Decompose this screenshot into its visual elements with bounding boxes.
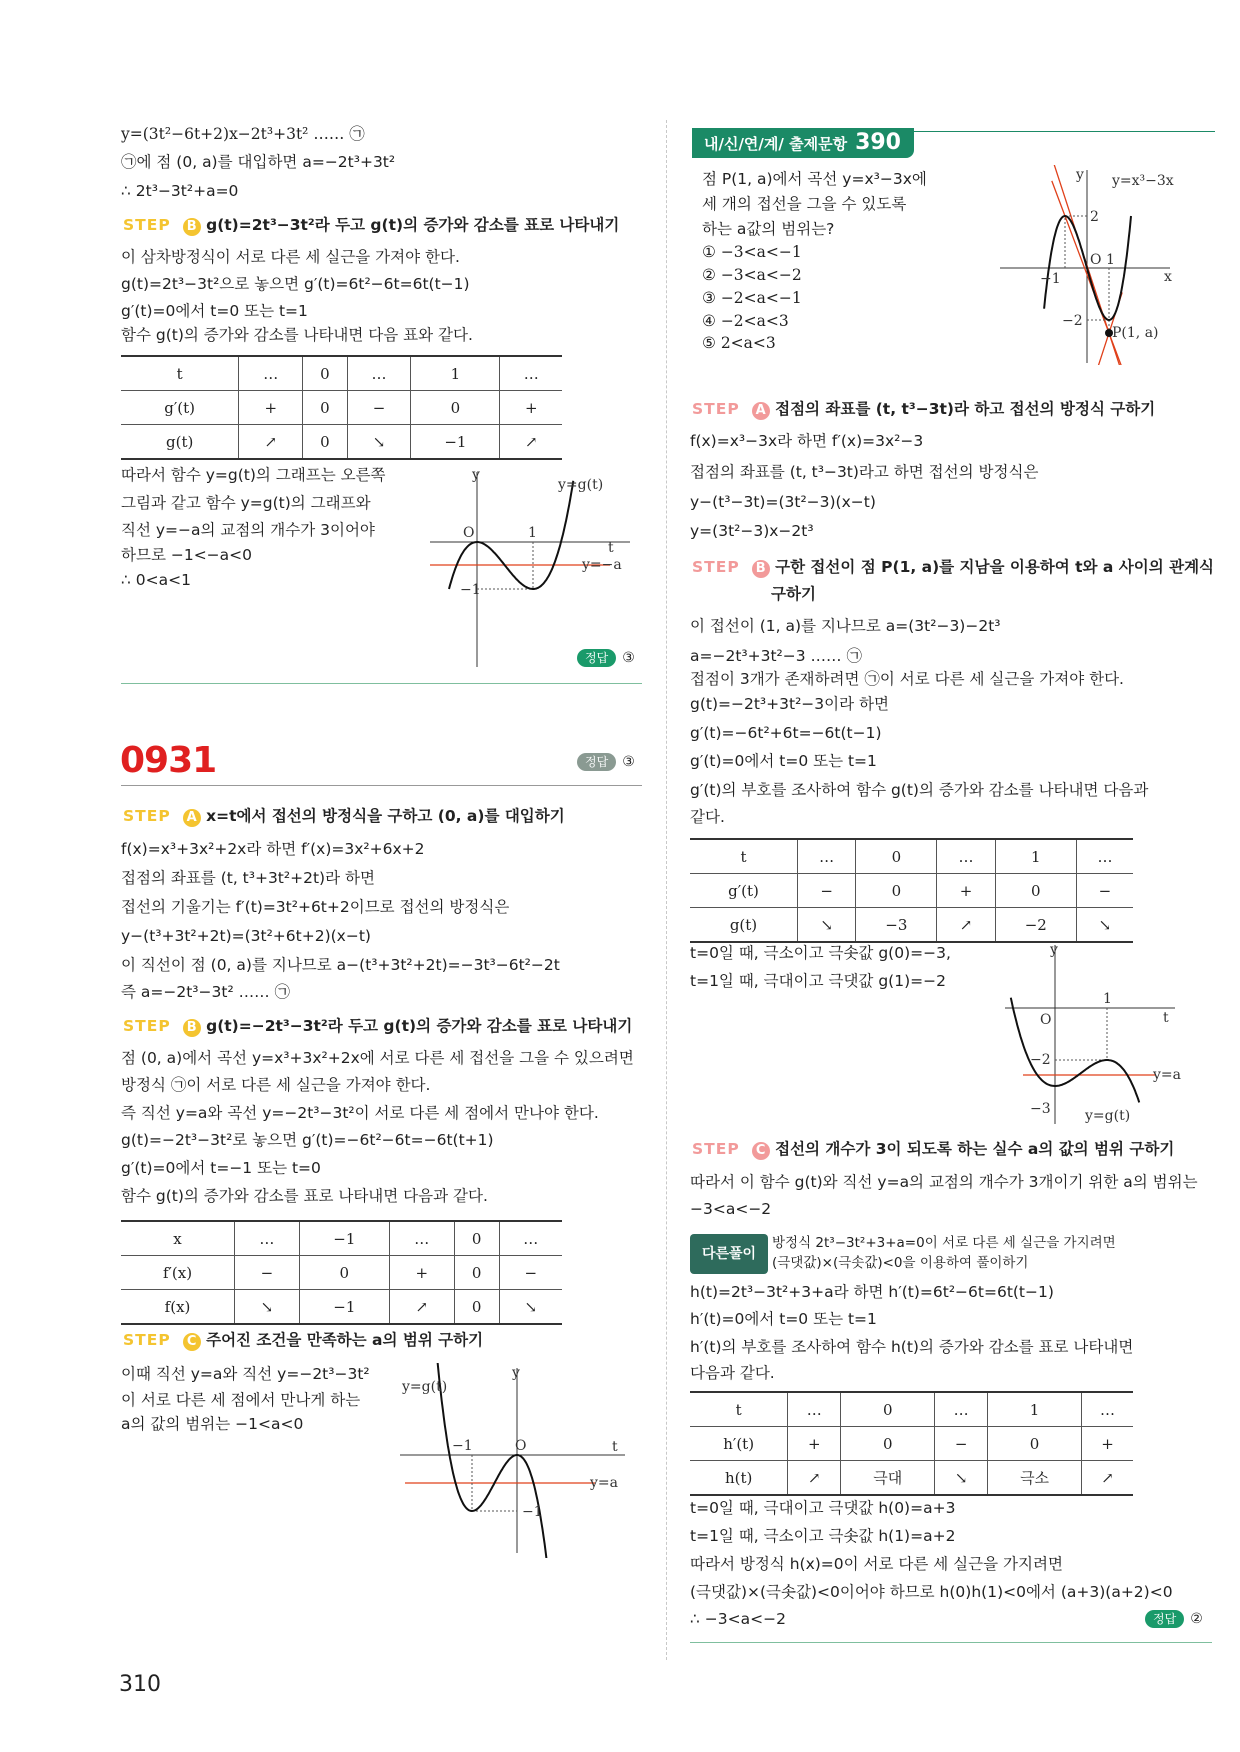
table-cell: … xyxy=(1082,1392,1133,1427)
row-header: h(t) xyxy=(690,1461,788,1496)
table-row xyxy=(690,1427,1133,1461)
text-line: g(t)=−2t³−3t²로 놓으면 g′(t)=−6t²−6t=−6t(t+1) xyxy=(121,1131,494,1149)
row-header: f(x) xyxy=(121,1290,235,1325)
row-header: g′(t) xyxy=(121,391,239,425)
table-cell: … xyxy=(937,839,995,874)
text-line: 함수 g(t)의 증가와 감소를 표로 나타내면 다음과 같다. xyxy=(121,1187,488,1205)
axis-label-y: y xyxy=(512,1365,520,1381)
text-line: t=0일 때, 극소이고 극솟값 g(0)=−3, xyxy=(690,944,951,962)
text-line: 이 직선이 점 (0, a)를 지나므로 a−(t³+3t²+2t)=−3t³−6t²−2t xyxy=(121,956,560,974)
table-cell: 0 xyxy=(411,391,500,425)
table-cell: … xyxy=(935,1392,988,1427)
table-cell: 극소 xyxy=(988,1461,1082,1496)
step-title: 접점의 좌표를 (t, t³−3t)라 하고 접선의 방정식 구하기 xyxy=(775,400,1156,418)
step-tag: STEP xyxy=(692,558,740,576)
choice-3[interactable]: ③ −2<a<−1 xyxy=(702,289,802,307)
curve-label: y=g(t) xyxy=(402,1379,448,1395)
tick-label: 1 xyxy=(1106,252,1115,268)
table-cell: ↗ xyxy=(389,1290,454,1325)
text-line: t=0일 때, 극대이고 극댓값 h(0)=a+3 xyxy=(690,1499,956,1517)
text-line: t=1일 때, 극대이고 극댓값 g(1)=−2 xyxy=(690,972,946,990)
table-cell: ↗ xyxy=(937,908,995,943)
step-letter-badge: A xyxy=(752,402,770,420)
curve xyxy=(1011,998,1139,1103)
step-a-heading xyxy=(123,805,565,827)
text-line: 같다. xyxy=(690,808,725,826)
variation-table xyxy=(690,838,1133,943)
section-divider xyxy=(690,1642,1212,1643)
table-row xyxy=(690,874,1133,908)
related-problem-badge xyxy=(692,128,914,158)
table-cell: − xyxy=(935,1427,988,1461)
table-cell: 0 xyxy=(841,1427,935,1461)
table-row xyxy=(121,1290,562,1325)
table-cell: 0 xyxy=(856,839,937,874)
text-line: 방정식 ㉠이 서로 다른 세 실근을 가져야 한다. xyxy=(121,1076,431,1094)
text-line: a=−2t³+3t²−3 …… ㉠ xyxy=(690,647,862,665)
text-line: h′(t)=0에서 t=0 또는 t=1 xyxy=(690,1310,877,1328)
text-line: f(x)=x³−3x라 하면 f′(x)=3x²−3 xyxy=(690,432,924,450)
row-header: t xyxy=(690,839,798,874)
table-cell: − xyxy=(798,874,856,908)
table-cell: + xyxy=(788,1427,841,1461)
answer-pill: 정답 xyxy=(1145,1610,1184,1628)
text-line: 따라서 이 함수 g(t)와 직선 y=a의 교점의 개수가 3개이기 위한 a의 범위는 xyxy=(690,1173,1198,1191)
curve-label: y=x³−3x xyxy=(1112,173,1174,189)
table-cell: 0 xyxy=(303,356,347,391)
step-letter-badge: A xyxy=(183,809,201,827)
text-line: 직선 y=−a의 교점의 개수가 3이어야 xyxy=(121,521,375,539)
row-header: t xyxy=(690,1392,788,1427)
text-line: ㉠에 점 (0, a)를 대입하면 a=−2t³+3t² xyxy=(121,153,396,171)
tick-label: −1 xyxy=(1040,271,1061,287)
tick-label: 1 xyxy=(528,525,537,541)
step-b-heading xyxy=(123,214,619,236)
table-cell: 0 xyxy=(995,874,1076,908)
text-line: 이 서로 다른 세 점에서 만나게 하는 xyxy=(121,1391,361,1409)
step-letter-badge: B xyxy=(752,560,770,578)
table-cell: −2 xyxy=(995,908,1076,943)
step-letter-badge: C xyxy=(752,1142,770,1160)
origin-label: O xyxy=(463,525,475,541)
step-title: g(t)=2t³−3t²라 두고 g(t)의 증가와 감소를 표로 나타내기 xyxy=(206,216,620,234)
text-line: 함수 g(t)의 증가와 감소를 나타내면 다음 표와 같다. xyxy=(121,326,473,344)
table-cell: … xyxy=(500,356,562,391)
row-header: f′(x) xyxy=(121,1256,235,1290)
text-line: 이 삼차방정식이 서로 다른 세 실근을 가져야 한다. xyxy=(121,248,460,266)
tick-label: −3 xyxy=(1030,1101,1051,1117)
table-cell: − xyxy=(1076,874,1133,908)
tick-label: −2 xyxy=(1030,1052,1051,1068)
step-tag: STEP xyxy=(123,1331,171,1349)
table-cell: ↗ xyxy=(239,425,303,460)
answer-badge xyxy=(1145,1610,1203,1628)
table-cell: 1 xyxy=(411,356,500,391)
text-line: 접점이 3개가 존재하려면 ㉠이 서로 다른 세 실근을 가져야 한다. xyxy=(690,670,1124,688)
answer-value: ③ xyxy=(622,650,635,666)
table-row xyxy=(121,391,562,425)
choice-2[interactable]: ② −3<a<−2 xyxy=(702,266,802,284)
step-a-heading xyxy=(692,398,1155,420)
table-cell: −1 xyxy=(411,425,500,460)
text-line: g′(t)의 부호를 조사하여 함수 g(t)의 증가와 감소를 나타내면 다음과 xyxy=(690,781,1149,799)
text-line: 접점의 좌표를 (t, t³−3t)라고 하면 접선의 방정식은 xyxy=(690,463,1039,481)
text-line: (극댓값)×(극솟값)<0이어야 하므로 h(0)h(1)<0에서 (a+3)(a+2)<0 xyxy=(690,1583,1173,1601)
table-row xyxy=(121,356,562,391)
text-line: 따라서 방정식 h(x)=0이 서로 다른 세 실근을 가지려면 xyxy=(690,1555,1063,1573)
step-title: 주어진 조건을 만족하는 a의 범위 구하기 xyxy=(206,1331,484,1349)
step-b-heading xyxy=(692,556,1214,578)
step-c-heading xyxy=(692,1138,1174,1160)
table-cell: ↘ xyxy=(499,1290,562,1325)
problem-text: 하는 a값의 범위는? xyxy=(702,220,835,238)
text-line: 즉 직선 y=a와 곡선 y=−2t³−3t²이 서로 다른 세 점에서 만나야 한다. xyxy=(121,1104,599,1122)
table-cell: 0 xyxy=(454,1256,499,1290)
text-line: 다음과 같다. xyxy=(690,1364,775,1382)
origin-label: O xyxy=(515,1438,527,1454)
table-cell: 0 xyxy=(856,874,937,908)
curve-label: y=g(t) xyxy=(558,477,604,493)
table-cell: ↘ xyxy=(347,425,411,460)
choice-1[interactable]: ① −3<a<−1 xyxy=(702,243,802,261)
table-cell: … xyxy=(1076,839,1133,874)
row-header: g′(t) xyxy=(690,874,798,908)
answer-badge xyxy=(577,753,635,771)
step-tag: STEP xyxy=(692,1140,740,1158)
text-line: h′(t)의 부호를 조사하여 함수 h(t)의 증가와 감소를 표로 나타내면 xyxy=(690,1338,1134,1356)
table-row xyxy=(690,1461,1133,1496)
text-line: y−(t³−3t)=(3t²−3)(x−t) xyxy=(690,493,876,511)
step-letter-badge: B xyxy=(183,218,201,236)
text-line: t=1일 때, 극소이고 극솟값 h(1)=a+2 xyxy=(690,1527,956,1545)
line-label: y=a xyxy=(590,1475,618,1491)
text-line: 하므로 −1<−a<0 xyxy=(121,546,253,564)
step-c-heading xyxy=(123,1329,483,1351)
problem-text: 점 P(1, a)에서 곡선 y=x³−3x에 xyxy=(702,170,927,188)
text-line: −3<a<−2 xyxy=(690,1200,772,1218)
tick-label: 1 xyxy=(1103,991,1112,1007)
table-row xyxy=(121,1256,562,1290)
table-cell: … xyxy=(239,356,303,391)
table-cell: … xyxy=(235,1221,300,1256)
table-cell: … xyxy=(347,356,411,391)
step-title: g(t)=−2t³−3t²라 두고 g(t)의 증가와 감소를 표로 나타내기 xyxy=(206,1017,633,1035)
text-line: 이때 직선 y=a와 직선 y=−2t³−3t² xyxy=(121,1365,370,1383)
graph-g-t-3 xyxy=(1005,942,1205,1127)
column-divider xyxy=(666,120,667,1660)
origin-label: O xyxy=(1040,1012,1052,1028)
text-line: g′(t)=0에서 t=0 또는 t=1 xyxy=(121,302,308,320)
line-label: y=−a xyxy=(582,557,622,573)
line-label: y=a xyxy=(1153,1067,1181,1083)
equation-line: y=(3t²−6t+2)x−2t³+3t² …… ㉠ xyxy=(121,125,365,143)
point-label: P(1, a) xyxy=(1112,325,1159,341)
step-b-heading xyxy=(123,1015,632,1037)
table-cell: + xyxy=(1082,1427,1133,1461)
axis-label-t: t xyxy=(612,1439,618,1455)
title-underline xyxy=(121,785,642,786)
text-line: ∴ 0<a<1 xyxy=(121,571,191,589)
table-cell: … xyxy=(798,839,856,874)
axis-label-x: x xyxy=(1164,269,1172,285)
tick-label: 2 xyxy=(1090,209,1099,225)
row-header: x xyxy=(121,1221,235,1256)
row-header: t xyxy=(121,356,239,391)
table-cell: − xyxy=(235,1256,300,1290)
answer-pill: 정답 xyxy=(577,753,616,771)
origin-label: O xyxy=(1090,252,1102,268)
text-line: 이 접선이 (1, a)를 지나므로 a=(3t²−3)−2t³ xyxy=(690,617,1001,635)
text-line: 즉 a=−2t³−3t² …… ㉠ xyxy=(121,983,291,1001)
variation-table xyxy=(121,1220,562,1325)
tick-label: −1 xyxy=(452,1438,473,1454)
tick-label: −1 xyxy=(522,1504,543,1520)
step-title: 구한 접선이 점 P(1, a)를 지남을 이용하여 t와 a 사이의 관계식 xyxy=(775,558,1215,576)
table-cell: − xyxy=(499,1256,562,1290)
tick-label: −1 xyxy=(460,582,481,598)
table-cell: ↗ xyxy=(788,1461,841,1496)
answer-value: ② xyxy=(1190,1611,1203,1627)
axis-label-t: t xyxy=(1163,1010,1169,1026)
section-divider xyxy=(121,683,642,684)
table-cell: … xyxy=(788,1392,841,1427)
table-cell: 1 xyxy=(995,839,1076,874)
text-line: y=(3t²−3)x−2t³ xyxy=(690,522,814,540)
table-cell: 0 xyxy=(988,1427,1082,1461)
table-cell: ↘ xyxy=(235,1290,300,1325)
answer-badge xyxy=(577,649,635,667)
curve-label: y=g(t) xyxy=(1085,1108,1131,1124)
axis-label-t: t xyxy=(608,540,614,556)
alt-solution-badge: 다른풀이 xyxy=(690,1234,768,1274)
alt-desc: 방정식 2t³−3t²+3+a=0이 서로 다른 세 실근을 가지려면 xyxy=(772,1235,1116,1251)
curve xyxy=(429,1363,554,1558)
step-title-cont: 구하기 xyxy=(771,585,816,603)
step-letter-badge: B xyxy=(183,1019,201,1037)
table-cell: + xyxy=(239,391,303,425)
table-cell: ↘ xyxy=(935,1461,988,1496)
table-cell: − xyxy=(347,391,411,425)
text-line: g′(t)=0에서 t=−1 또는 t=0 xyxy=(121,1159,321,1177)
step-tag: STEP xyxy=(123,1017,171,1035)
table-cell: −1 xyxy=(299,1221,389,1256)
problem-text: 세 개의 접선을 그을 수 있도록 xyxy=(702,195,907,213)
table-row xyxy=(690,908,1133,943)
table-cell: 0 xyxy=(299,1256,389,1290)
answer-value: ③ xyxy=(622,754,635,770)
text-line: 따라서 함수 y=g(t)의 그래프는 오른쪽 xyxy=(121,466,386,484)
table-row xyxy=(121,1221,562,1256)
table-cell: + xyxy=(500,391,562,425)
table-cell: + xyxy=(937,874,995,908)
choice-5[interactable]: ⑤ 2<a<3 xyxy=(702,334,776,352)
table-cell: ↗ xyxy=(500,425,562,460)
text-line: 접선의 기울기는 f′(t)=3t²+6t+2이므로 접선의 방정식은 xyxy=(121,898,510,916)
page-number: 310 xyxy=(119,1672,161,1697)
answer-pill: 정답 xyxy=(577,649,616,667)
badge-label: 내/신/연/계/ 출제문항 xyxy=(704,135,848,153)
graph-cubic-tangents xyxy=(1000,165,1200,365)
table-row xyxy=(690,839,1133,874)
badge-number: 390 xyxy=(855,130,901,155)
table-row xyxy=(121,425,562,460)
tick-label: −2 xyxy=(1062,313,1083,329)
table-cell: … xyxy=(389,1221,454,1256)
text-line: 점 (0, a)에서 곡선 y=x³+3x²+2x에 서로 다른 세 접선을 그을 수 있으려면 xyxy=(121,1049,634,1067)
variation-table xyxy=(121,355,562,460)
text-line: g′(t)=−6t²+6t=−6t(t−1) xyxy=(690,724,882,742)
step-tag: STEP xyxy=(123,216,171,234)
table-cell: −3 xyxy=(856,908,937,943)
table-row xyxy=(690,1392,1133,1427)
table-cell: 0 xyxy=(454,1290,499,1325)
table-cell: ↘ xyxy=(1076,908,1133,943)
table-cell: 0 xyxy=(454,1221,499,1256)
text-line: a의 값의 범위는 −1<a<0 xyxy=(121,1415,304,1433)
step-title: x=t에서 접선의 방정식을 구하고 (0, a)를 대입하기 xyxy=(206,807,565,825)
alt-desc: (극댓값)×(극솟값)<0을 이용하여 풀이하기 xyxy=(772,1255,1029,1271)
axis-label-y: y xyxy=(472,467,480,483)
axis-label-y: y xyxy=(1076,167,1084,183)
table-cell: 0 xyxy=(303,391,347,425)
graph-g-t-2 xyxy=(400,1363,640,1558)
row-header: h′(t) xyxy=(690,1427,788,1461)
text-line: 그림과 같고 함수 y=g(t)의 그래프와 xyxy=(121,494,371,512)
text-line: h(t)=2t³−3t²+3+a라 하면 h′(t)=6t²−6t=6t(t−1) xyxy=(690,1283,1054,1301)
table-cell: −1 xyxy=(299,1290,389,1325)
variation-table xyxy=(690,1391,1133,1496)
text-line: g(t)=−2t³+3t²−3이라 하면 xyxy=(690,695,889,713)
text-line: ∴ 2t³−3t²+a=0 xyxy=(121,182,239,200)
text-line: g′(t)=0에서 t=0 또는 t=1 xyxy=(690,752,877,770)
problem-number: 0931 xyxy=(120,740,217,781)
text-line: f(x)=x³+3x²+2x라 하면 f′(x)=3x²+6x+2 xyxy=(121,840,425,858)
table-cell: ↗ xyxy=(1082,1461,1133,1496)
text-line: g(t)=2t³−3t²으로 놓으면 g′(t)=6t²−6t=6t(t−1) xyxy=(121,275,470,293)
text-line: ∴ −3<a<−2 xyxy=(690,1610,786,1628)
step-tag: STEP xyxy=(692,400,740,418)
table-cell: … xyxy=(499,1221,562,1256)
choice-4[interactable]: ④ −2<a<3 xyxy=(702,312,789,330)
table-cell: 극대 xyxy=(841,1461,935,1496)
table-cell: 0 xyxy=(303,425,347,460)
text-line: 접점의 좌표를 (t, t³+3t²+2t)라 하면 xyxy=(121,869,375,887)
table-cell: ↘ xyxy=(798,908,856,943)
axis-label-y: y xyxy=(1050,942,1058,958)
step-letter-badge: C xyxy=(183,1333,201,1351)
table-cell: 0 xyxy=(841,1392,935,1427)
row-header: g(t) xyxy=(690,908,798,943)
row-header: g(t) xyxy=(121,425,239,460)
table-cell: 1 xyxy=(988,1392,1082,1427)
text-line: y−(t³+3t²+2t)=(3t²+6t+2)(x−t) xyxy=(121,927,371,945)
step-tag: STEP xyxy=(123,807,171,825)
graph-g-t xyxy=(430,467,645,667)
step-title: 접선의 개수가 3이 되도록 하는 실수 a의 값의 범위 구하기 xyxy=(775,1140,1175,1158)
table-cell: + xyxy=(389,1256,454,1290)
